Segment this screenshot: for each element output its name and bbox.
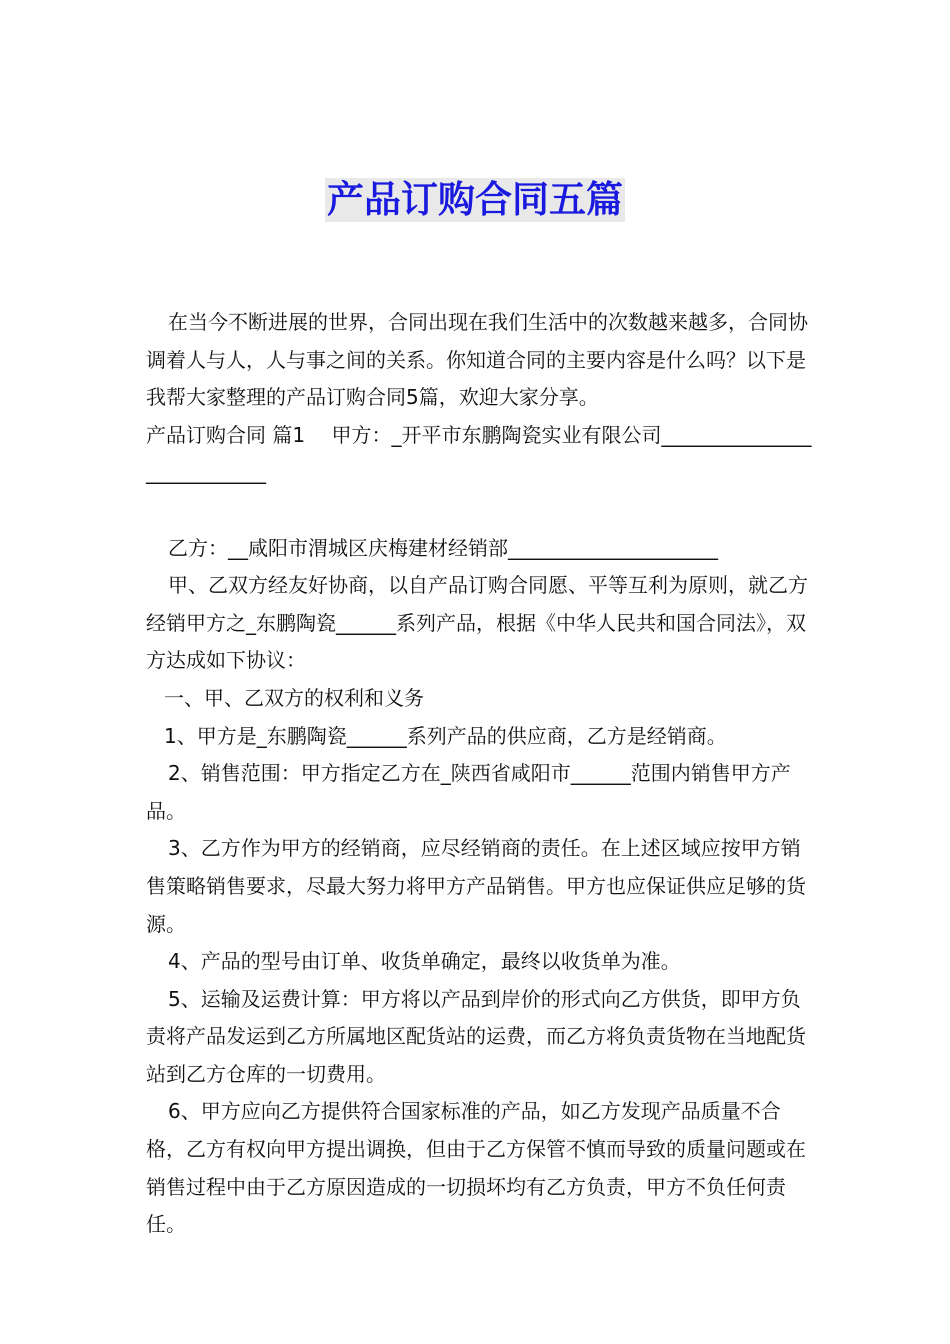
clause-6: 6、甲方应向乙方提供符合国家标准的产品，如乙方发现产品质量不合格，乙方有权向甲方提出调换，但由于乙方保管不慎而导致的质量问题或在销售过程中由于乙方原因造成的一切损坏均有乙方负责，甲方不负任何责任。 xyxy=(146,1099,806,1237)
spacer xyxy=(146,492,814,530)
clause-1: 1、甲方是_东鹏陶瓷______系列产品的供应商，乙方是经销商。 xyxy=(164,723,727,748)
intro-paragraph: 在当今不断进展的世界，合同出现在我们生活中的次数越来越多，合同协调着人与人，人与事之间的关系。你知道合同的主要内容是什么吗？以下是我帮大家整理的产品订购合同5篇，欢迎大家分享。 xyxy=(146,310,808,410)
clause-5: 5、运输及运费计算：甲方将以产品到岸价的形式向乙方供货，即甲方负责将产品发运到乙方所属地区配货站的运费，而乙方将负责货物在当地配货站到乙方仓库的一切费用。 xyxy=(146,986,806,1086)
contract-heading-party-a: 产品订购合同 篇1 甲方：_开平市东鹏陶瓷实业有限公司___________________________ xyxy=(146,422,812,485)
document-title: 产品订购合同五篇 xyxy=(327,178,623,221)
clause-3: 3、乙方作为甲方的经销商，应尽经销商的责任。在上述区域应按甲方销售策略销售要求，尽最大努力将甲方产品销售。甲方也应保证供应足够的货源。 xyxy=(146,836,806,936)
clause-4: 4、产品的型号由订单、收货单确定，最终以收货单为准。 xyxy=(168,949,681,974)
agreement-paragraph: 甲、乙双方经友好协商，以自产品订购合同愿、平等互利为原则，就乙方经销甲方之_东鹏陶瓷______系列产品，根据《中华人民共和国合同法》，双方达成如下协议： xyxy=(146,573,808,673)
document-body xyxy=(146,304,814,1244)
clause-2: 2、销售范围：甲方指定乙方在_陕西省咸阳市______范围内销售甲方产品。 xyxy=(146,761,791,823)
document-title-wrap xyxy=(0,178,950,222)
party-b-line: 乙方：__咸阳市渭城区庆梅建材经销部_____________________ xyxy=(168,535,718,560)
section-heading-rights: 一、甲、乙双方的权利和义务 xyxy=(164,685,424,710)
